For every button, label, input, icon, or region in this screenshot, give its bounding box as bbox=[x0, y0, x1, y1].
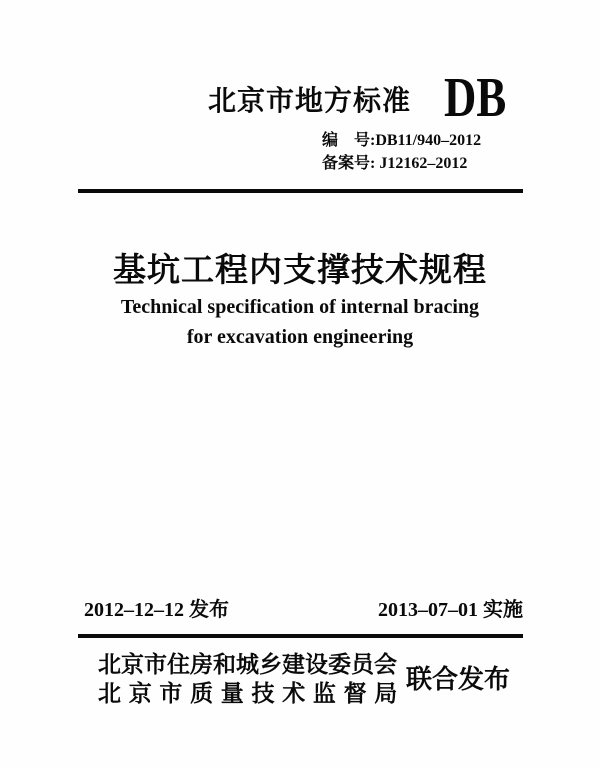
joint-release-label: 联合发布 bbox=[406, 664, 511, 694]
header-divider-rule bbox=[78, 189, 523, 193]
standard-number-line: 编 号:DB11/940–2012 bbox=[322, 132, 482, 149]
implementation-date: 2013–07–01 实施 bbox=[378, 599, 523, 621]
standard-number-block bbox=[322, 129, 481, 175]
record-number-line: 备案号: J12162–2012 bbox=[322, 155, 468, 172]
footer-divider-rule bbox=[78, 634, 523, 638]
document-title-english bbox=[0, 292, 600, 352]
issuer-housing-commission: 北京市住房和城乡建设委员会 bbox=[98, 651, 397, 677]
db-standard-logo: DB bbox=[444, 67, 507, 129]
issuer-names bbox=[98, 650, 405, 708]
standard-type-heading: 北京市地方标准 bbox=[208, 85, 412, 116]
issue-date: 2012–12–12 发布 bbox=[84, 599, 229, 621]
issuing-authorities-block bbox=[98, 650, 510, 708]
document-title-chinese: 基坑工程内支撑技术规程 bbox=[113, 251, 487, 288]
title-english-line1: Technical specification of internal bracing bbox=[120, 296, 480, 318]
title-english-line2: for excavation engineering bbox=[186, 326, 414, 348]
issuer-quality-supervision-bureau: 北京市质量技术监督局 bbox=[98, 680, 405, 706]
